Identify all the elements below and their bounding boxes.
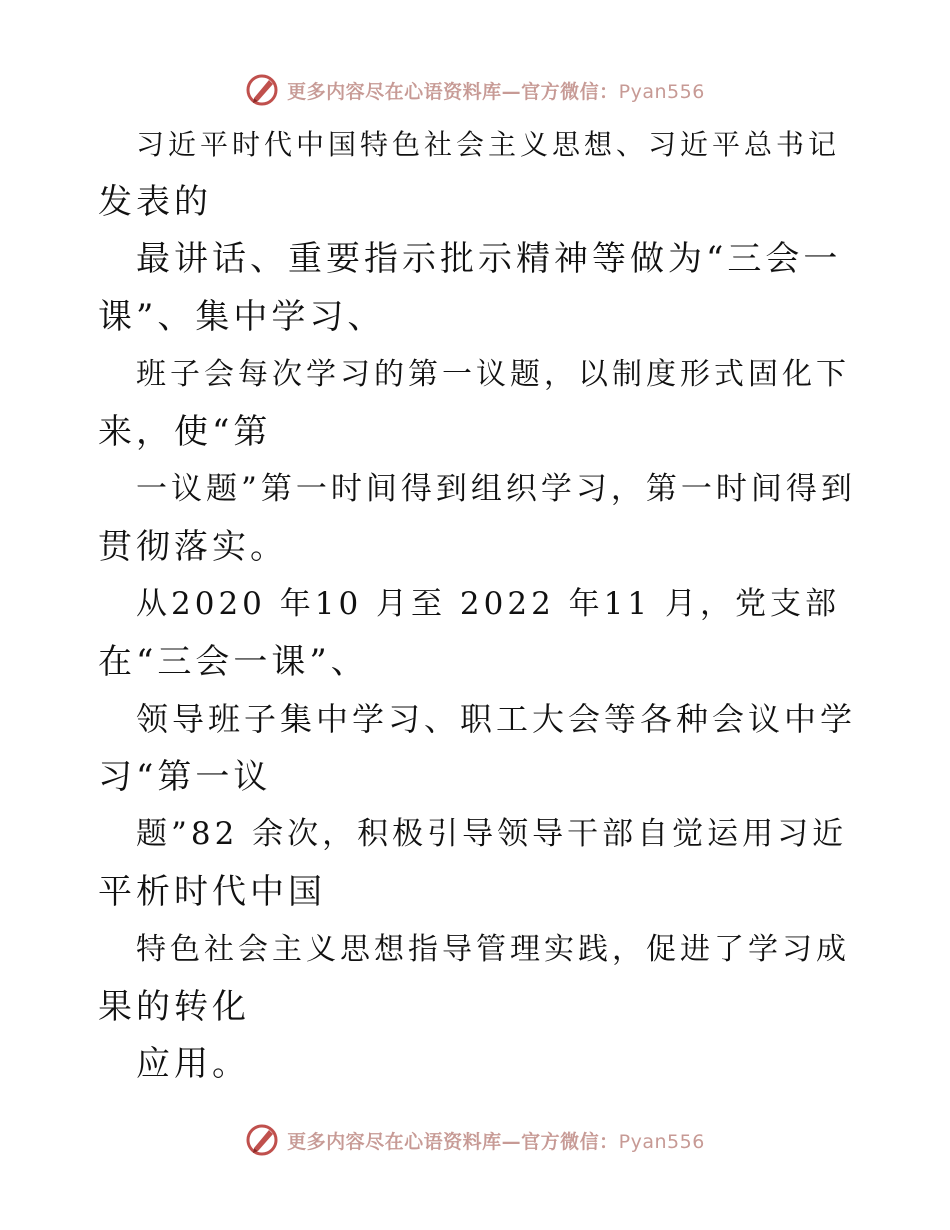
pen-logo-icon — [245, 1122, 281, 1158]
text-line: 课”、集中学习、 — [98, 296, 386, 337]
text-line: 平析时代中国 — [98, 871, 326, 912]
text-line: 特色社会主义思想指导管理实践，促进了学习成 — [136, 932, 850, 967]
watermark-footer — [0, 1118, 950, 1162]
text-line: 发表的 — [98, 181, 212, 222]
text-line: 题”82 余次，积极引导领导干部自觉运用习近 — [136, 816, 848, 852]
text-line: 在“三会一课”、 — [98, 641, 369, 682]
text-line: 习近平时代中国特色社会主义思想、习近平总书记 — [136, 128, 841, 161]
text-line: 果的转化 — [98, 986, 250, 1027]
text-line: 贯彻落实。 — [98, 526, 288, 567]
text-line: 最讲话、重要指示批示精神等做为“三会一 — [136, 239, 842, 279]
text-line: 习“第一议 — [98, 756, 272, 797]
pen-logo-icon — [245, 72, 281, 108]
watermark-header — [0, 68, 950, 112]
text-line: 应用。 — [136, 1044, 250, 1084]
watermark-text: 更多内容尽在心语资料库—官方微信：Pyan556 — [287, 1130, 705, 1153]
watermark-text: 更多内容尽在心语资料库—官方微信：Pyan556 — [287, 80, 705, 103]
text-line: 班子会每次学习的第一议题，以制度形式固化下 — [136, 357, 850, 392]
document-body — [98, 116, 858, 1094]
text-line: 一议题”第一时间得到组织学习，第一时间得到 — [136, 471, 856, 507]
text-line: 领导班子集中学习、职工大会等各种会议中学 — [136, 700, 857, 738]
text-line: 来，使“第 — [98, 411, 272, 452]
text-line: 从2020 年10 月至 2022 年11 月，党支部 — [136, 586, 840, 622]
